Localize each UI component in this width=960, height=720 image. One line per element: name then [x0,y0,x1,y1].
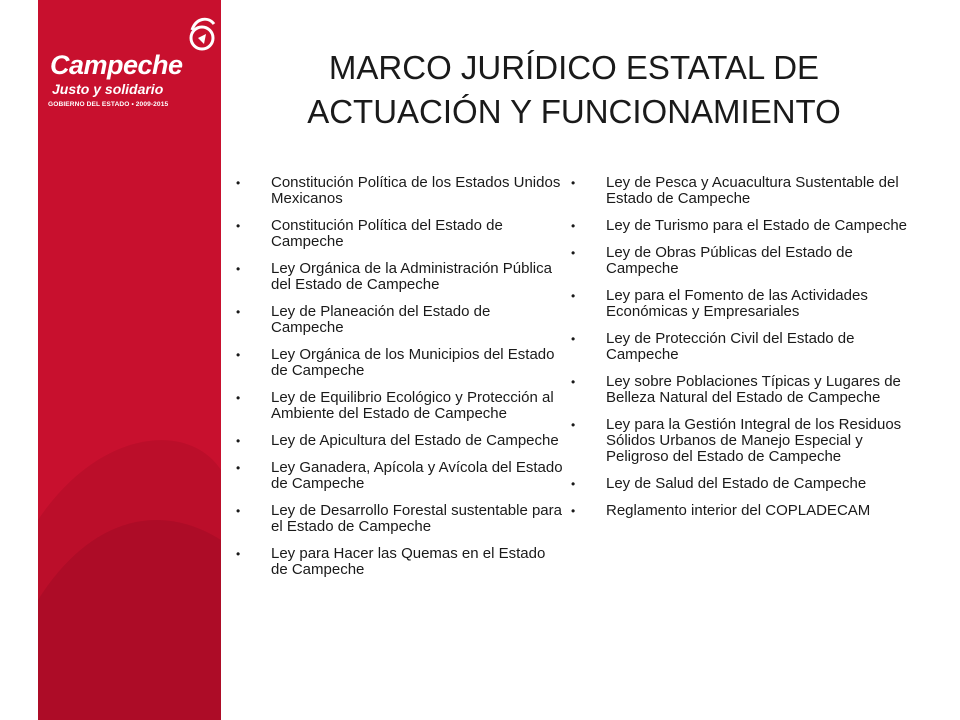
list-item: • Ley de Turismo para el Estado de Campeche [571,218,911,234]
list-item: • Ley Orgánica de la Administración Pública del Estado de Campeche [236,261,566,293]
list-item: • Ley de Obras Públicas del Estado de Campeche [571,245,911,277]
slide-title: MARCO JURÍDICO ESTATAL DE ACTUACIÓN Y FUNCIONAMIENTO [307,49,841,130]
list-item: • Ley de Protección Civil del Estado de Campeche [571,331,911,363]
campeche-logo [38,0,221,120]
logo-government: GOBIERNO DEL ESTADO • 2009-2015 [48,101,169,108]
seal-icon [188,14,218,60]
list-item: • Ley de Desarrollo Forestal sustentable para el Estado de Campeche [236,503,566,535]
list-item: • Ley de Apicultura del Estado de Campeche [236,433,566,449]
list-item: • Ley para Hacer las Quemas en el Estado de Campeche [236,546,566,578]
list-item: • Ley de Equilibrio Ecológico y Protección al Ambiente del Estado de Campeche [236,390,566,422]
left-bullet-list [236,175,566,589]
list-item: • Ley para la Gestión Integral de los Residuos Sólidos Urbanos de Manejo Especial y Peligroso del Estado de Campeche [571,417,911,465]
right-bullet-list [571,175,911,530]
list-item: • Constitución Política de los Estados Unidos Mexicanos [236,175,566,207]
list-item: • Ley para el Fomento de las Actividades Económicas y Empresariales [571,288,911,320]
sidebar-band [38,0,221,720]
logo-tagline: Justo y solidario [52,81,164,97]
list-item: • Ley de Salud del Estado de Campeche [571,476,911,492]
list-item: • Ley de Pesca y Acuacultura Sustentable del Estado de Campeche [571,175,911,207]
list-item: • Ley Orgánica de los Municipios del Estado de Campeche [236,347,566,379]
logo-brand: Campeche [50,50,183,80]
list-item: • Ley Ganadera, Apícola y Avícola del Estado de Campeche [236,460,566,492]
list-item: • Reglamento interior del COPLADECAM [571,503,911,519]
list-item: • Ley de Planeación del Estado de Campeche [236,304,566,336]
list-item: • Constitución Política del Estado de Campeche [236,218,566,250]
list-item: • Ley sobre Poblaciones Típicas y Lugares de Belleza Natural del Estado de Campeche [571,374,911,406]
